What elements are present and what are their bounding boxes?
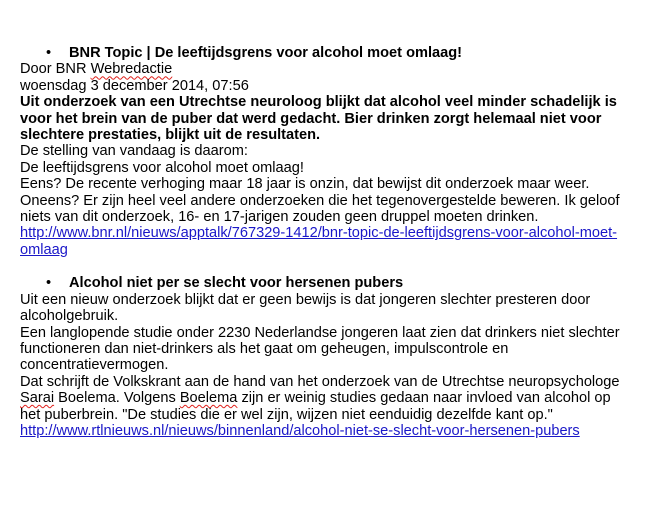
article2-name-line [20, 390, 650, 406]
article1-heading [20, 45, 650, 61]
article2-body-line: concentratievermogen. [20, 357, 169, 374]
byline-prefix: Door BNR [20, 61, 91, 78]
byline-name: Webredactie [90, 61, 173, 78]
article1-body-line: De leeftijdsgrens voor alcohol moet omlaag! [20, 159, 304, 176]
article1-link-line2[interactable]: omlaag [20, 241, 68, 258]
article1-intro-line: voor het brein van de puber dat werd gedacht. Bier drinken zorgt helemaal niet voor [20, 110, 602, 127]
name-second: Boelema [179, 390, 238, 407]
article2-link[interactable]: http://www.rtlnieuws.nl/nieuws/binnenland/alcohol-niet-se-slecht-voor-hersenen-pubers [20, 422, 580, 439]
name-tail: zijn er weinig studies gedaan naar invloed van alcohol op [237, 390, 611, 407]
article1-intro-line: Uit onderzoek van een Utrechtse neuroloog blijkt dat alcohol veel minder schadelijk is [20, 94, 617, 111]
article2-title: Alcohol niet per se slecht voor hersenen pubers [69, 275, 404, 292]
name-rest: Boelema. Volgens [54, 390, 180, 407]
article2-body-line: functioneren dan niet-drinkers als het gaat om geheugen, impulscontrole en [20, 340, 509, 357]
article2-body-line: het puberbrein. "De studies die er wel zijn, wijzen niet eenduidig dezelfde kant op." [20, 406, 553, 423]
article1-title: BNR Topic | De leeftijdsgrens voor alcohol moet omlaag! [69, 45, 463, 61]
article1-link-line1[interactable]: http://www.bnr.nl/nieuws/apptalk/767329-1412/bnr-topic-de-leeftijdsgrens-voor-alcohol-moet- [20, 225, 618, 242]
article1-body-line: De stelling van vandaag is daarom: [20, 143, 248, 160]
article1-body-line: Oneens? Er zijn heel veel andere onderzoeken die het tegenovergestelde beweren. Ik geloof [20, 192, 620, 209]
paragraph-gap [20, 258, 650, 275]
bullet-icon: • [46, 275, 52, 292]
document-body [20, 45, 650, 439]
article2-body-line: Dat schrijft de Volkskrant aan de hand van het onderzoek van de Utrechtse neuropsychologe [20, 373, 620, 390]
bullet-icon: • [46, 45, 52, 61]
article1-byline [20, 61, 650, 77]
article1-date: woensdag 3 december 2014, 07:56 [20, 77, 249, 94]
article2-body-line: alcoholgebruik. [20, 308, 119, 325]
article1-body-line: niets van dit onderzoek, 16- en 17-jarigen zouden geen druppel moeten drinken. [20, 209, 539, 226]
name-first: Sarai [20, 390, 55, 407]
article1-body-line: Eens? De recente verhoging maar 18 jaar is onzin, dat bewijst dit onderzoek maar weer. [20, 176, 590, 193]
article2-body-line: Uit een nieuw onderzoek blijkt dat er geen bewijs is dat jongeren slechter presteren door [20, 291, 591, 308]
article1-intro-line: slechtere prestaties, blijkt uit de resultaten. [20, 127, 321, 144]
article2-body-line: Een langlopende studie onder 2230 Nederlandse jongeren laat zien dat drinkers niet slechter [20, 324, 620, 341]
article2-heading [20, 275, 650, 291]
